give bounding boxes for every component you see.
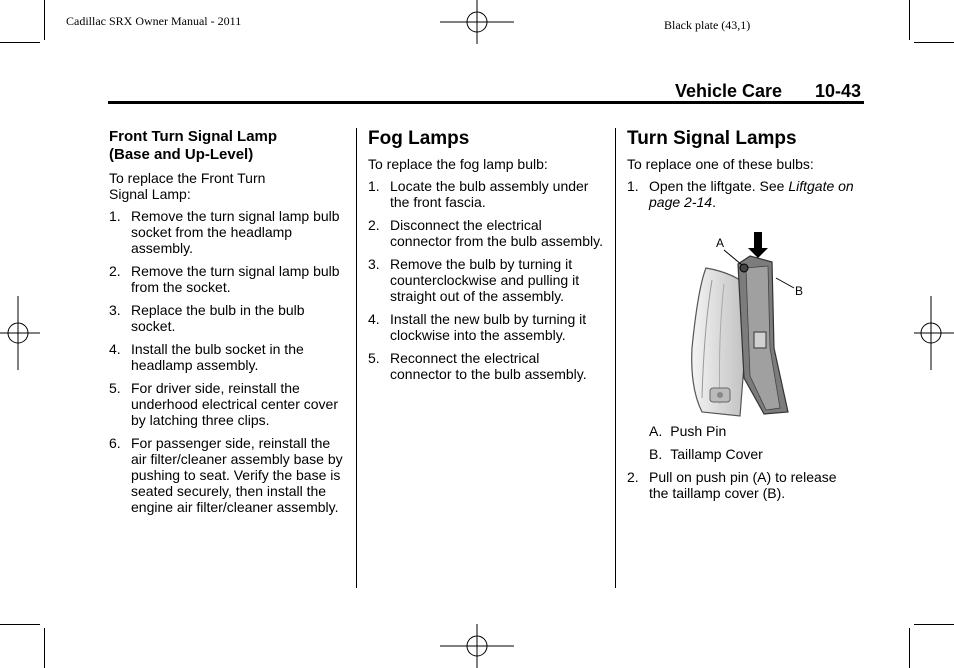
step-text: Locate the bulb assembly under the front fascia. [390, 178, 589, 210]
step-item [109, 435, 345, 515]
step-list [109, 208, 345, 515]
step-list [627, 178, 863, 210]
legend-key: B. [649, 446, 663, 462]
crop-mark [0, 42, 40, 43]
registration-mark-right [914, 296, 954, 370]
heading-line: Front Turn Signal Lamp [109, 128, 278, 145]
figure-label-a: A [716, 236, 725, 250]
crop-mark [44, 0, 45, 40]
step-item [368, 311, 604, 343]
registration-mark-bottom [440, 624, 514, 668]
step-item [109, 341, 345, 373]
step-number: 2. [627, 469, 639, 485]
step-number: 3. [109, 302, 121, 318]
registration-mark-left [0, 296, 40, 370]
intro-text: To replace the Front Turn Signal Lamp: [109, 170, 266, 202]
step-number: 2. [368, 217, 380, 233]
step-number: 1. [627, 178, 639, 194]
column-fog-lamps [368, 128, 604, 389]
step-item [368, 256, 604, 304]
step-number: 5. [368, 350, 380, 366]
column-divider [356, 128, 357, 588]
header-rule [108, 101, 864, 104]
crop-mark [0, 624, 40, 625]
step-text: Reconnect the electrical connector to the bulb assembly. [390, 350, 587, 382]
manual-title: Cadillac SRX Owner Manual - 2011 [66, 14, 242, 28]
step-text: Remove the turn signal lamp bulb socket from the headlamp assembly. [131, 208, 340, 256]
heading-line: (Base and Up-Level) [109, 146, 254, 163]
intro-text: To replace one of these bulbs: [627, 156, 814, 172]
step-item [109, 302, 345, 334]
step-number: 2. [109, 263, 121, 279]
step-text: Replace the bulb in the bulb socket. [131, 302, 305, 334]
legend-key: A. [649, 423, 663, 439]
crop-mark [914, 42, 954, 43]
section-title: Vehicle Care [675, 81, 783, 101]
step-item [368, 178, 604, 210]
step-text: Install the bulb socket in the headlamp assembly. [131, 341, 304, 373]
figure-legend [649, 423, 763, 469]
step-item [109, 263, 345, 295]
step-2 [627, 469, 857, 508]
step-text: Remove the bulb by turning it counterclockwise and pulling it straight out of the assembly. [390, 256, 580, 304]
column-divider [615, 128, 616, 588]
step-number: 5. [109, 380, 121, 396]
step-item [627, 469, 857, 501]
step-item [368, 350, 604, 382]
page-reference-link[interactable]: Liftgate on page 2-14 [649, 178, 854, 210]
column-turn-signal-lamps [627, 128, 863, 217]
step-number: 6. [109, 435, 121, 451]
step-item [109, 208, 345, 256]
crop-mark [44, 628, 45, 668]
registration-mark-top [440, 0, 514, 44]
step-number: 4. [109, 341, 121, 357]
legend-text: Taillamp Cover [670, 446, 763, 462]
step-text: Pull on push pin (A) to release the taillamp cover (B). [649, 469, 837, 501]
step-number: 3. [368, 256, 380, 272]
crop-mark [909, 0, 910, 40]
page-number: 10-43 [815, 81, 862, 101]
step-text: For passenger side, reinstall the air filter/cleaner assembly base by pushing to seat. Verify the base is seated securely, then install the engine air filter/cleaner assembly. [131, 435, 343, 515]
step-item [627, 178, 863, 210]
crop-mark [914, 624, 954, 625]
section-heading: Turn Signal Lamps [627, 128, 797, 149]
step-list [368, 178, 604, 382]
plate-label: Black plate (43,1) [664, 18, 751, 32]
step-item [109, 380, 345, 428]
step-text: Disconnect the electrical connector from the bulb assembly. [390, 217, 603, 249]
legend-item [649, 446, 763, 462]
figure-label-b: B [795, 284, 804, 298]
section-heading: Fog Lamps [368, 128, 470, 149]
intro-text: To replace the fog lamp bulb: [368, 156, 548, 172]
step-text: Install the new bulb by turning it clockwise into the assembly. [390, 311, 587, 343]
step-text: Remove the turn signal lamp bulb from the socket. [131, 263, 340, 295]
step-number: 4. [368, 311, 380, 327]
step-text: Open the liftgate. See [649, 178, 789, 194]
step-text-end: . [712, 194, 716, 210]
column-front-turn-signal [109, 128, 345, 522]
step-number: 1. [368, 178, 380, 194]
legend-text: Push Pin [670, 423, 727, 439]
step-text: For driver side, reinstall the underhood electrical center cover by latching three clips. [131, 380, 339, 428]
step-item [368, 217, 604, 249]
crop-mark [909, 628, 910, 668]
taillamp-illustration [680, 228, 810, 420]
step-number: 1. [109, 208, 121, 224]
section-heading [109, 128, 345, 164]
legend-item [649, 423, 763, 439]
